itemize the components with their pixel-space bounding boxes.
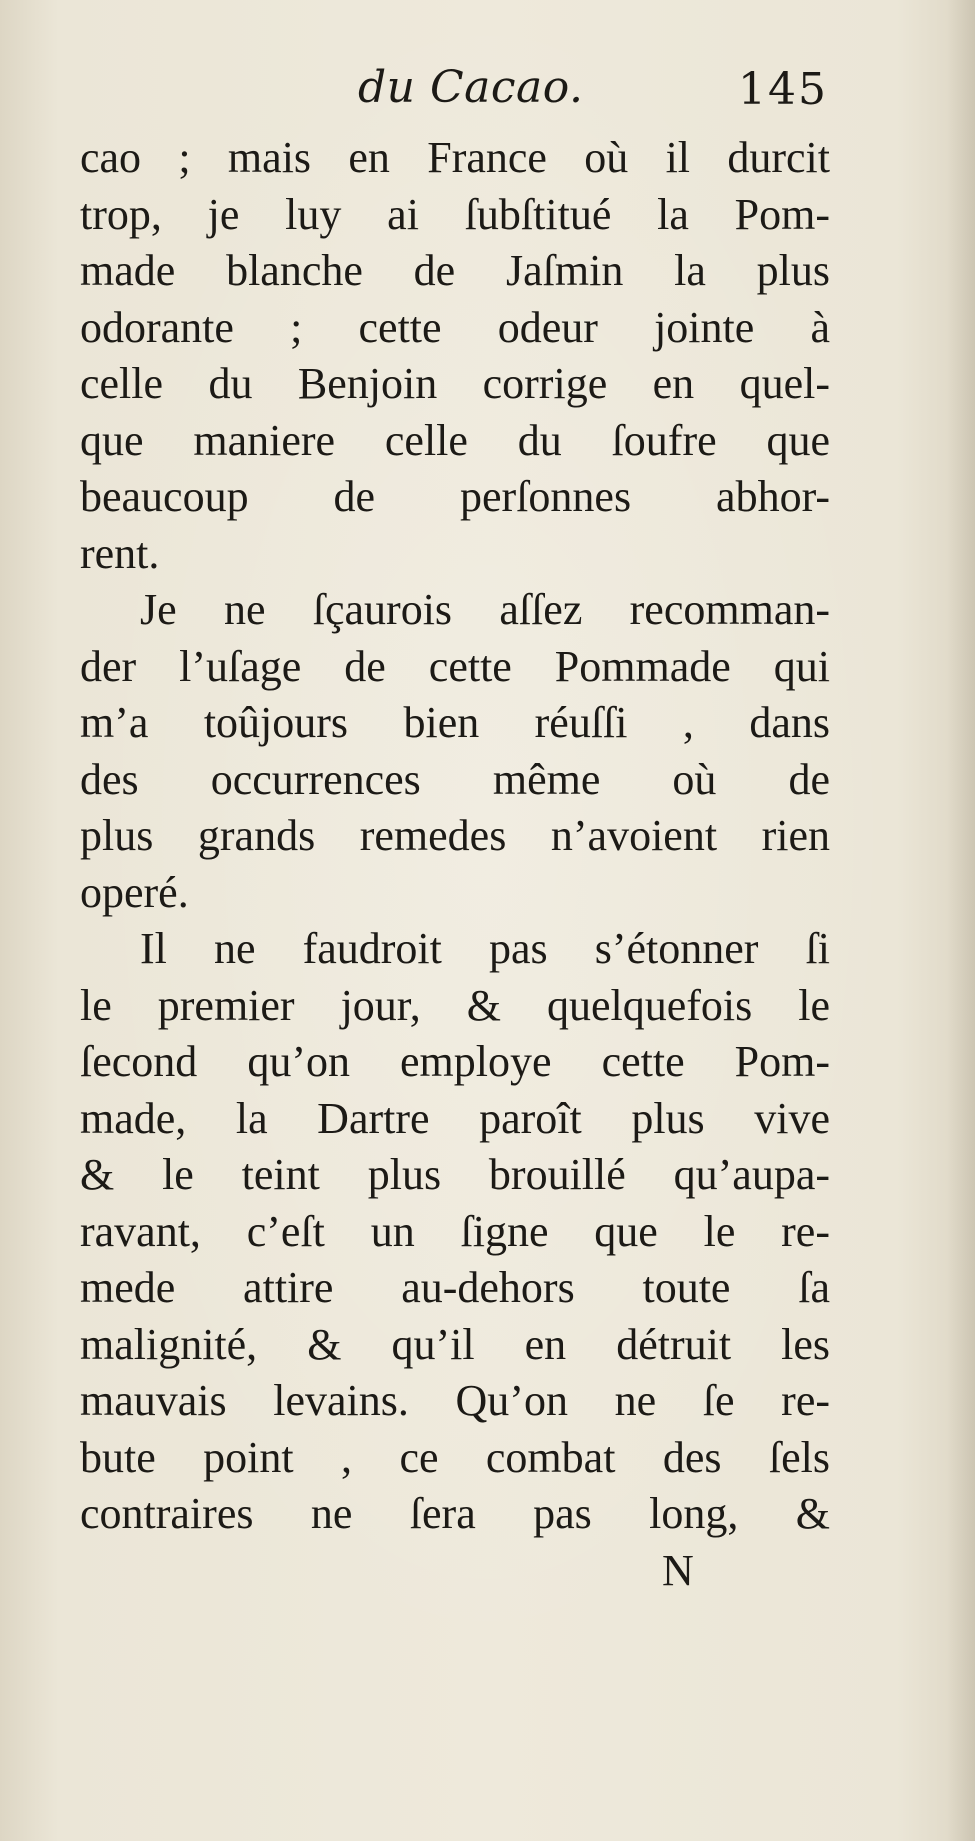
text-line: ravant, c’eſt un ſigne que le re- [80,1206,830,1256]
text-line: der l’uſage de cette Pommade qui [80,641,830,691]
text-line: beaucoup de perſonnes abhor- [80,472,830,521]
text-line: odorante ; cette odeur jointe à [80,302,830,352]
running-title: du Cacao. [358,62,584,113]
text-line: malignité, & qu’il en détruit les [80,1319,830,1369]
text-line: & le teint plus brouillé qu’aupa- [80,1150,830,1199]
text-line: rent. [80,528,160,578]
text-line: m’a toûjours bien réuſſi , dans [80,698,830,747]
text-line: Je ne ſçaurois aſſez recomman- [140,585,830,634]
text-line: ſecond qu’on employe cette Pom- [80,1037,830,1086]
text-line: made blanche de Jaſmin la plus [80,246,830,295]
text-line: le premier jour, & quelquefois le [80,980,830,1030]
text-line: plus grands remedes n’avoient rien [80,811,830,860]
text-line: mede attire au-dehors toute ſa [80,1263,830,1312]
text-line: mauvais levains. Qu’on ne ſe re- [80,1376,830,1425]
text-line: cao ; mais en France où il durcit [80,133,830,182]
text-line: made, la Dartre paroît plus vive [80,1093,830,1143]
text-line: trop, je luy ai ſubſtitué la Pom- [80,189,830,239]
body-text [80,130,830,1543]
signature-mark: N [662,1546,694,1595]
text-line: Il ne faudroit pas s’étonner ſi [140,924,830,973]
text-line: celle du Benjoin corrige en quel- [80,359,830,408]
text-line: contraires ne ſera pas long, & [80,1489,830,1538]
text-line: des occurrences même où de [80,754,830,804]
text-line: bute point , ce combat des ſels [80,1432,830,1482]
page-edge-shadow [947,0,975,1841]
text-line: operé. [80,867,189,917]
page-number: 145 [738,64,828,115]
page-header [0,62,975,122]
text-line: que maniere celle du ſoufre que [80,415,830,465]
